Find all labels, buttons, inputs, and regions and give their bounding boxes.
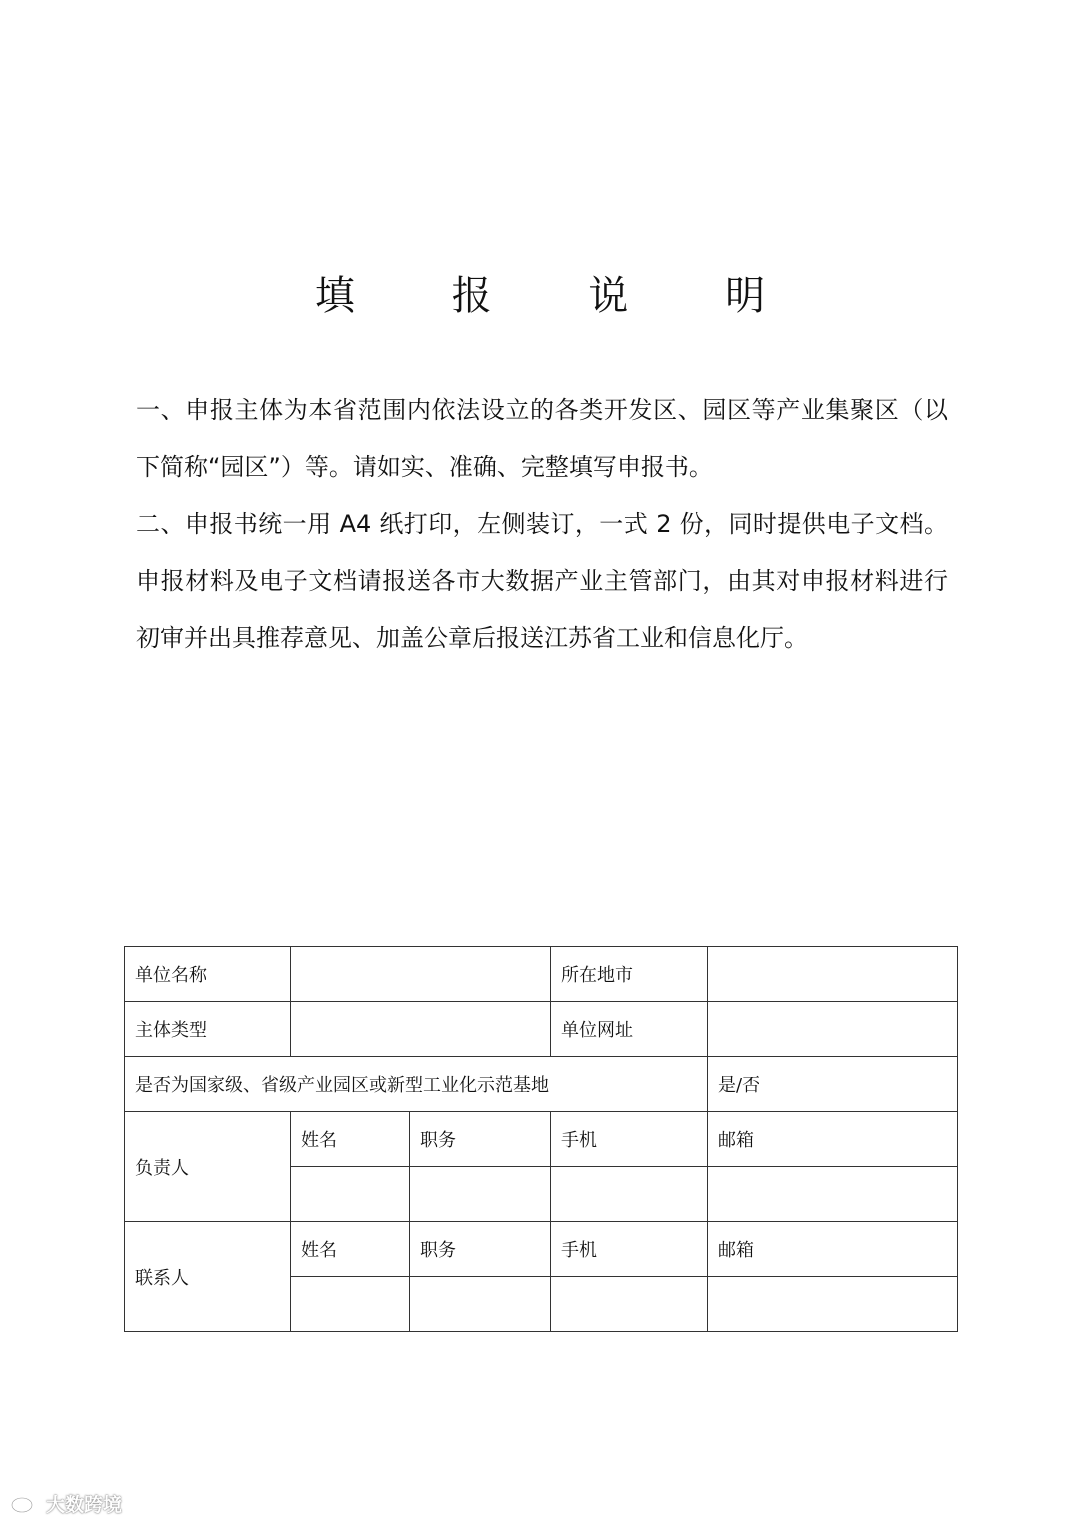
contact-email-field[interactable] xyxy=(708,1277,958,1332)
website-label: 单位网址 xyxy=(551,1002,708,1057)
responsible-name-field[interactable] xyxy=(291,1167,410,1222)
name-column-header: 姓名 xyxy=(291,1222,410,1277)
responsible-email-field[interactable] xyxy=(708,1167,958,1222)
responsible-phone-field[interactable] xyxy=(551,1167,708,1222)
phone-column-header: 手机 xyxy=(551,1112,708,1167)
national-park-question: 是否为国家级、省级产业园区或新型工业化示范基地 xyxy=(125,1057,708,1112)
position-column-header: 职务 xyxy=(410,1112,551,1167)
watermark-text: 大数跨境 xyxy=(46,1493,123,1516)
email-column-header: 邮箱 xyxy=(708,1222,958,1277)
table-row xyxy=(125,947,958,1002)
position-column-header: 职务 xyxy=(410,1222,551,1277)
city-field[interactable] xyxy=(708,947,958,1002)
contact-person-label: 联系人 xyxy=(125,1222,291,1332)
application-form-table xyxy=(124,946,958,1332)
contact-phone-field[interactable] xyxy=(551,1277,708,1332)
table-row xyxy=(125,1057,958,1112)
table-row xyxy=(125,1002,958,1057)
contact-name-field[interactable] xyxy=(291,1277,410,1332)
entity-type-field[interactable] xyxy=(291,1002,551,1057)
responsible-person-label: 负责人 xyxy=(125,1112,291,1222)
instruction-item-1: 一、申报主体为本省范围内依法设立的各类开发区、园区等产业集聚区（以下简称“园区”）等。请如实、准确、完整填写申报书。 xyxy=(136,396,948,481)
phone-column-header: 手机 xyxy=(551,1222,708,1277)
entity-type-label: 主体类型 xyxy=(125,1002,291,1057)
contact-position-field[interactable] xyxy=(410,1277,551,1332)
responsible-position-field[interactable] xyxy=(410,1167,551,1222)
watermark xyxy=(10,1490,122,1516)
weibo-logo-icon xyxy=(10,1492,42,1514)
unit-name-label: 单位名称 xyxy=(125,947,291,1002)
page-title: 填 报 说 明 xyxy=(314,273,808,319)
website-field[interactable] xyxy=(708,1002,958,1057)
table-row xyxy=(125,1222,958,1277)
email-column-header: 邮箱 xyxy=(708,1112,958,1167)
unit-name-field[interactable] xyxy=(291,947,551,1002)
instructions xyxy=(136,382,948,667)
table-row xyxy=(125,1112,958,1167)
city-label: 所在地市 xyxy=(551,947,708,1002)
instruction-item-2: 二、申报书统一用 A4 纸打印，左侧装订，一式 2 份，同时提供电子文档。申报材料及电子文档请报送各市大数据产业主管部门，由其对申报材料进行初审并出具推荐意见、加盖公章后报送江苏省工业和信息化厅。 xyxy=(136,510,948,652)
yes-no-field[interactable]: 是/否 xyxy=(708,1057,958,1112)
name-column-header: 姓名 xyxy=(291,1112,410,1167)
